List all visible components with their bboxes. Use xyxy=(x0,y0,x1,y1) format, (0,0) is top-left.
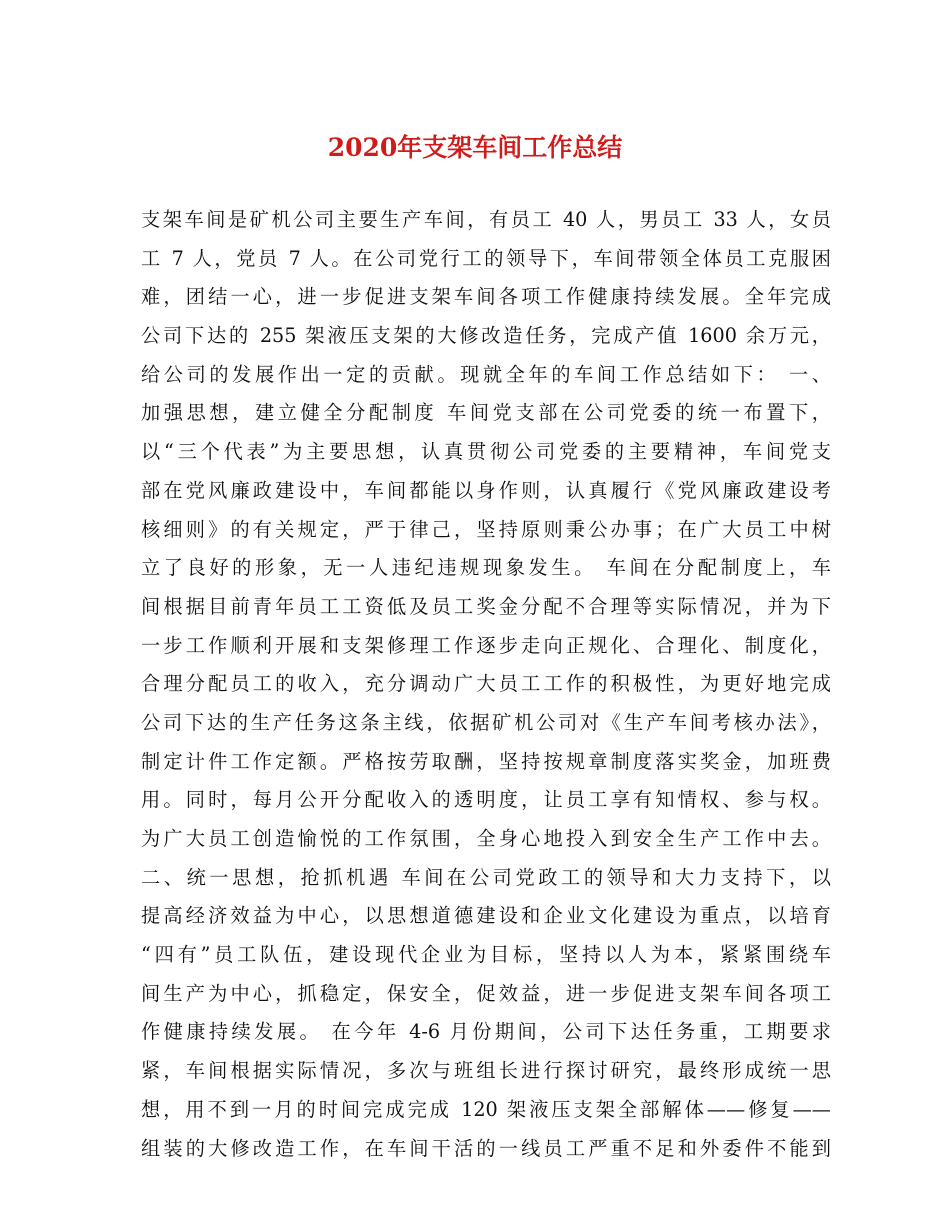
body-line: 工 7 人，党员 7 人。在公司党行工的领导下，车间带领全体员工克服困 xyxy=(141,246,831,270)
body-line: 提高经济效益为中心，以思想道德建设和企业文化建设为重点，以培育 xyxy=(141,904,831,928)
body-line: 给公司的发展作出一定的贡献。现就全年的车间工作总结如下： 一、 xyxy=(141,362,831,386)
body-line: 二、统一思想，抢抓机遇 车间在公司党政工的领导和大力支持下，以 xyxy=(141,865,831,889)
body-line: 部在党风廉政建设中，车间都能以身作则，认真履行《党风廉政建设考 xyxy=(141,478,831,502)
document-body xyxy=(141,201,831,1168)
body-line: 一步工作顺利开展和支架修理工作逐步走向正规化、合理化、制度化， xyxy=(141,633,831,657)
document-title: 2020年支架车间工作总结 xyxy=(327,133,623,162)
body-line: 加强思想，建立健全分配制度 车间党支部在公司党委的统一布置下， xyxy=(141,401,831,425)
body-line: 公司下达的生产任务这条主线，依据矿机公司对《生产车间考核办法》， xyxy=(141,710,831,734)
body-line: 用。同时，每月公开分配收入的透明度，让员工享有知情权、参与权。 xyxy=(141,788,831,812)
body-line: 支架车间是矿机公司主要生产车间，有员工 40 人，男员工 33 人，女员 xyxy=(141,208,831,231)
body-line: 公司下达的 255 架液压支架的大修改造任务，完成产值 1600 余万元， xyxy=(141,324,831,348)
body-line: 间根据目前青年员工工资低及员工奖金分配不合理等实际情况，并为下 xyxy=(141,594,831,618)
body-line: 制定计件工作定额。严格按劳取酬，坚持按规章制度落实奖金，加班费 xyxy=(141,749,831,773)
body-line: 立了良好的形象，无一人违纪违规现象发生。 车间在分配制度上，车 xyxy=(141,556,831,580)
body-line: 为广大员工创造愉悦的工作氛围，全身心地投入到安全生产工作中去。 xyxy=(141,827,831,850)
body-line: “四有”员工队伍，建设现代企业为目标，坚持以人为本，紧紧围绕车 xyxy=(141,943,831,967)
body-line: 核细则》的有关规定，严于律己，坚持原则秉公办事；在广大员工中树 xyxy=(141,517,831,541)
body-line: 作健康持续发展。 在今年 4-6 月份期间，公司下达任务重，工期要求 xyxy=(141,1020,831,1044)
body-line: 紧，车间根据实际情况，多次与班组长进行探讨研究，最终形成统一思 xyxy=(141,1059,831,1083)
body-line: 以“三个代表”为主要思想，认真贯彻公司党委的主要精神，车间党支 xyxy=(141,440,831,464)
body-line: 合理分配员工的收入，充分调动广大员工工作的积极性，为更好地完成 xyxy=(141,672,831,696)
body-line: 难，团结一心，进一步促进支架车间各项工作健康持续发展。全年完成 xyxy=(141,285,831,309)
body-line: 间生产为中心，抓稳定，保安全，促效益，进一步促进支架车间各项工 xyxy=(141,981,831,1005)
body-line: 组装的大修改造工作，在车间干活的一线员工严重不足和外委件不能到 xyxy=(141,1136,831,1160)
body-line: 想，用不到一月的时间完成完成 120 架液压支架全部解体——修复—— xyxy=(141,1097,831,1121)
